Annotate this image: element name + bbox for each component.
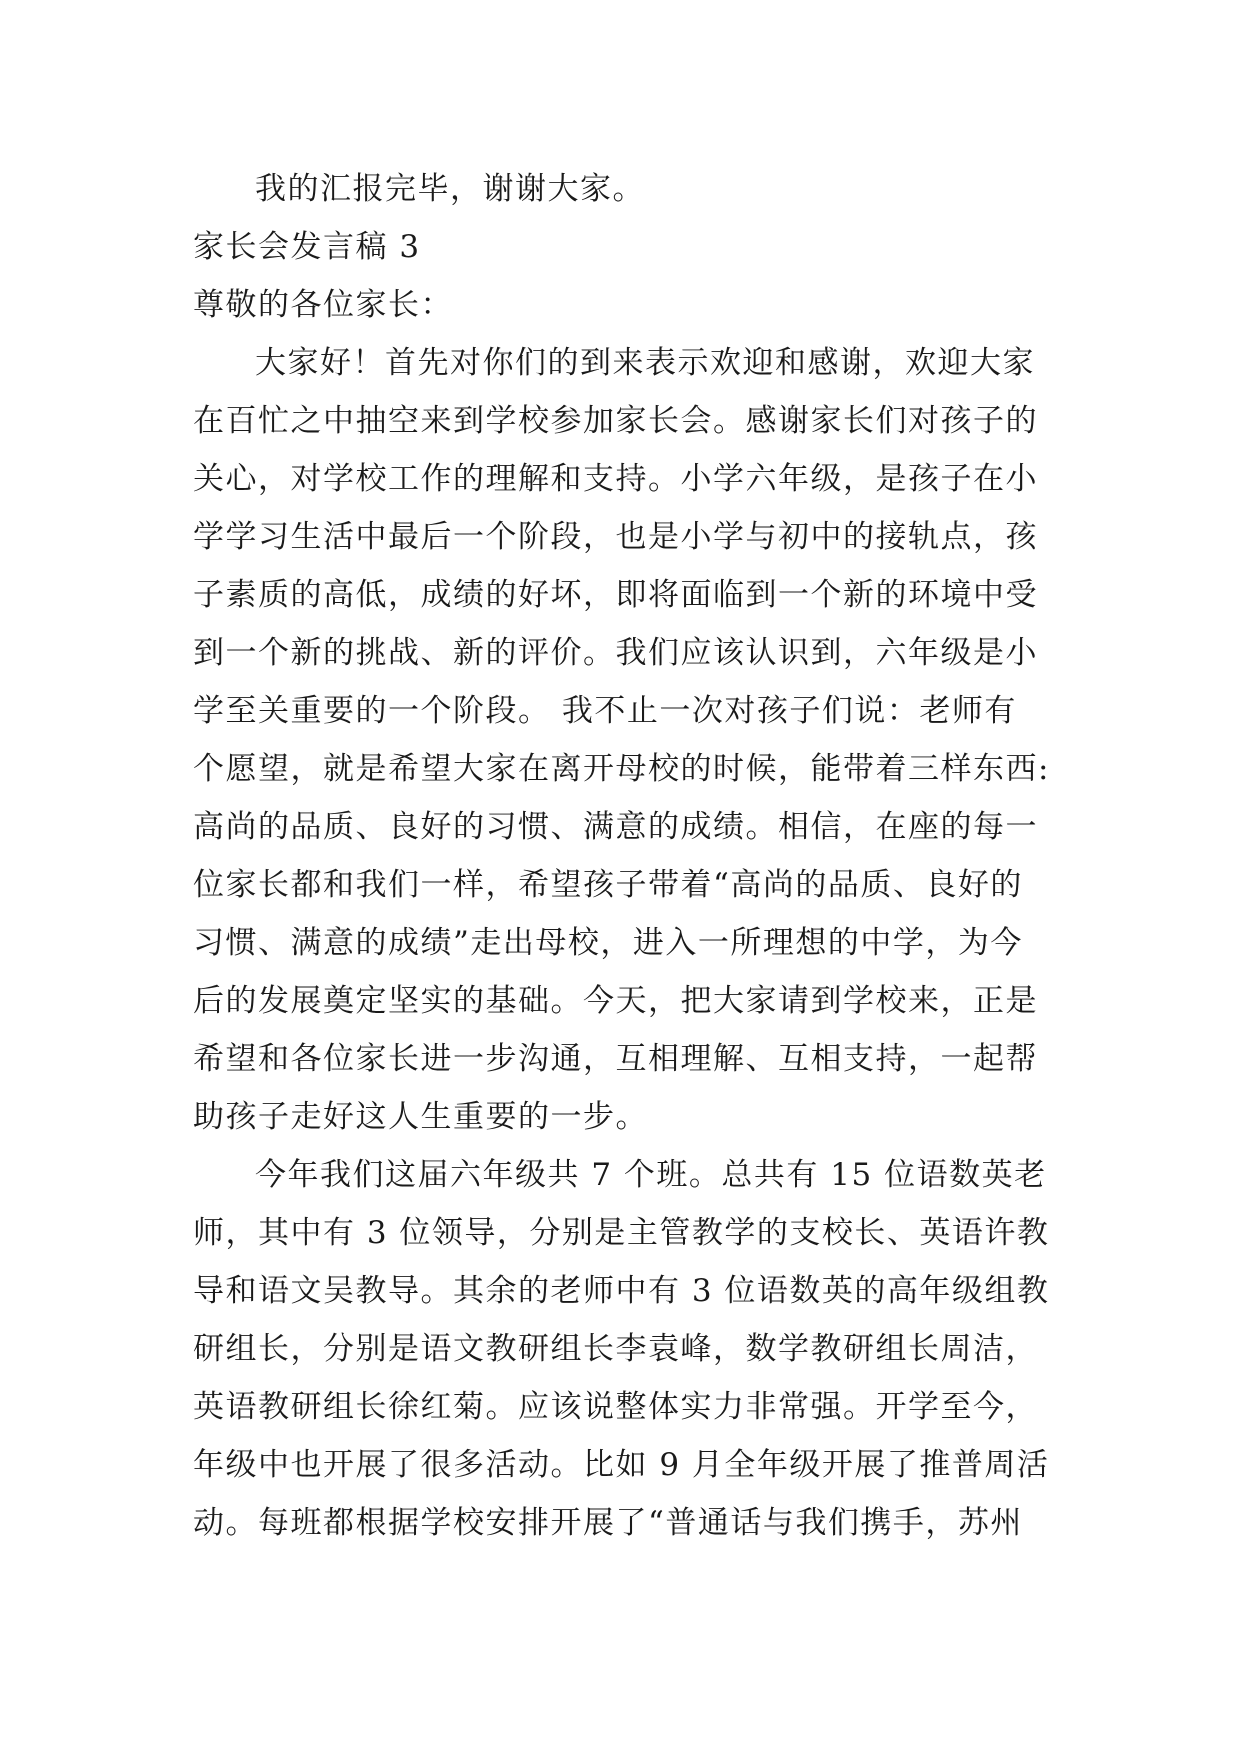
paragraph-line: 到一个新的挑战、新的评价。我们应该认识到，六年级是小 [193, 635, 1038, 671]
paragraph-2 [193, 1146, 1048, 1552]
paragraph-line: 学至关重要的一个阶段。 我不止一次对孩子们说：老师有 [193, 693, 1017, 729]
paragraph-line: 个愿望，就是希望大家在离开母校的时候，能带着三样东西: [193, 751, 1050, 787]
paragraph-line: 大家好！首先对你们的到来表示欢迎和感谢，欢迎大家 [255, 345, 1035, 381]
paragraph-line: 助孩子走好这人生重要的一步。 [193, 1099, 648, 1135]
paragraph-1 [193, 334, 1048, 1146]
paragraph-line: 子素质的高低，成绩的好坏，即将面临到一个新的环境中受 [193, 577, 1038, 613]
paragraph-line: 位家长都和我们一样，希望孩子带着“高尚的品质、良好的 [193, 867, 1023, 903]
paragraph-line: 后的发展奠定坚实的基础。今天，把大家请到学校来，正是 [193, 983, 1038, 1019]
paragraph-line: 习惯、满意的成绩”走出母校，进入一所理想的中学，为今 [193, 925, 1023, 961]
paragraph-line: 学学习生活中最后一个阶段，也是小学与初中的接轨点，孩 [193, 519, 1038, 555]
paragraph-line: 研组长，分别是语文教研组长李袁峰，数学教研组长周洁， [193, 1331, 1038, 1367]
paragraph-line: 导和语文吴教导。其余的老师中有 3 位语数英的高年级组教 [193, 1273, 1050, 1309]
paragraph-line: 希望和各位家长进一步沟通，互相理解、互相支持，一起帮 [193, 1041, 1038, 1077]
paragraph-line: 今年我们这届六年级共 7 个班。总共有 15 位语数英老 [255, 1157, 1047, 1193]
paragraph-line: 年级中也开展了很多活动。比如 9 月全年级开展了推普周活 [193, 1447, 1050, 1483]
salutation: 尊敬的各位家长： [193, 287, 453, 323]
paragraph-line: 在百忙之中抽空来到学校参加家长会。感谢家长们对孩子的 [193, 403, 1038, 439]
document-body [193, 160, 1048, 1552]
paragraph-line: 师，其中有 3 位领导，分别是主管教学的支校长、英语许教 [193, 1215, 1050, 1251]
closing-remark: 我的汇报完毕，谢谢大家。 [255, 171, 645, 207]
paragraph-line: 高尚的品质、良好的习惯、满意的成绩。相信，在座的每一 [193, 809, 1038, 845]
paragraph-line: 英语教研组长徐红菊。应该说整体实力非常强。开学至今， [193, 1389, 1038, 1425]
speech-heading: 家长会发言稿 3 [193, 229, 421, 265]
paragraph-line: 关心，对学校工作的理解和支持。小学六年级，是孩子在小 [193, 461, 1038, 497]
paragraph-line: 动。每班都根据学校安排开展了“普通话与我们携手，苏州 [193, 1505, 1023, 1541]
